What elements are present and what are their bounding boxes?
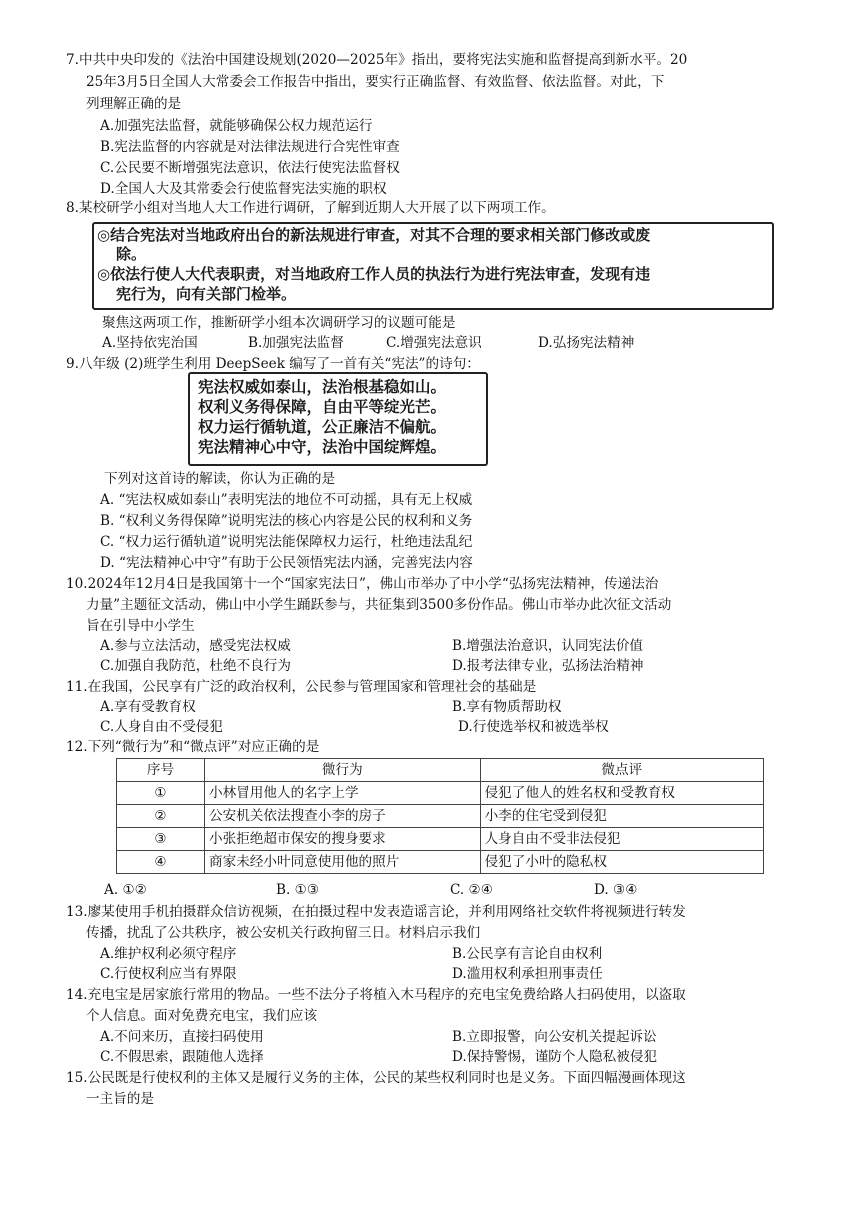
q12-table-header-row <box>117 759 764 782</box>
q14-stem-line-2: 个人信息。面对免费充电宝，我们应该 <box>86 1008 318 1024</box>
q11-option-d: D.行使选举权和被选举权 <box>458 719 609 735</box>
q12-row-4-comment: 侵犯了小叶的隐私权 <box>480 851 763 874</box>
q10-option-a: A.参与立法活动，感受宪法权威 <box>100 638 291 654</box>
q10-option-b: B.增强法治意识，认同宪法价值 <box>452 638 644 654</box>
q14-option-d: D.保持警惕，谨防个人隐私被侵犯 <box>452 1049 658 1065</box>
q11-option-c: C.人身自由不受侵犯 <box>100 719 223 735</box>
q9-poem-box <box>188 372 488 466</box>
q13-option-b: B.公民享有言论自由权利 <box>452 946 603 962</box>
q8-box-line-3: ◎依法行使人大代表职责，对当地政府工作人员的执法行为进行宪法审查，发现有违 <box>97 265 651 283</box>
q8-option-c: C.增强宪法意识 <box>386 335 482 351</box>
q9-stem: 9.八年级 (2)班学生利用 DeepSeek 编写了一首有关“宪法”的诗句： <box>66 356 480 372</box>
q11-option-a: A.享有受教育权 <box>100 699 196 715</box>
q12-row-4-index: ④ <box>117 851 205 874</box>
q15-stem-line-2: 一主旨的是 <box>86 1091 154 1107</box>
q7-stem-line-1: 7.中共中央印发的《法治中国建设规划(2020—2025年》指出，要将宪法实施和监督提高到新水平。20 <box>66 52 688 68</box>
q12-row-2-index: ② <box>117 805 205 828</box>
q12-header-comment: 微点评 <box>480 759 763 782</box>
q7-stem-line-2: 25年3月5日全国人大常委会工作报告中指出，要实行正确监督、有效监督、依法监督。对此，下 <box>86 74 665 90</box>
q12-row-2-comment: 小李的住宅受到侵犯 <box>480 805 763 828</box>
q12-header-index: 序号 <box>117 759 205 782</box>
q8-stem: 8.某校研学小组对当地人大工作进行调研，了解到近期人大开展了以下两项工作。 <box>66 200 555 216</box>
q12-row-2-behavior: 公安机关依法搜查小李的房子 <box>205 805 481 828</box>
q9-poem-line-3: 权力运行循轨道，公正廉洁不偏航。 <box>198 418 447 436</box>
q12-row-3-index: ③ <box>117 828 205 851</box>
q8-box-line-2: 除。 <box>116 245 147 263</box>
q9-poem-line-2: 权利义务得保障，自由平等绽光芒。 <box>198 398 447 416</box>
q7-option-a: A.加强宪法监督，就能够确保公权力规范运行 <box>100 118 373 134</box>
q12-option-c: C. ②④ <box>450 882 493 898</box>
q12-option-d: D. ③④ <box>594 882 638 898</box>
q12-header-behavior: 微行为 <box>205 759 481 782</box>
q8-box-line-1: ◎结合宪法对当地政府出台的新法规进行审查，对其不合理的要求相关部门修改或废 <box>97 226 651 244</box>
q9-option-b: B. “权利义务得保障”说明宪法的核心内容是公民的权利和义务 <box>100 513 473 529</box>
q12-row-3-behavior: 小张拒绝超市保安的搜身要求 <box>205 828 481 851</box>
q13-option-d: D.滥用权利承担刑事责任 <box>452 966 603 982</box>
q13-stem-line-1: 13.廖某使用手机拍摄群众信访视频，在拍摄过程中发表造谣言论，并利用网络社交软件将视频进行转发 <box>66 904 686 920</box>
q14-option-b: B.立即报警，向公安机关提起诉讼 <box>452 1029 657 1045</box>
q9-option-d: D. “宪法精神心中守”有助于公民领悟宪法内涵，完善宪法内容 <box>100 555 473 571</box>
q8-option-d: D.弘扬宪法精神 <box>538 335 635 351</box>
q7-stem-line-3: 列理解正确的是 <box>86 96 182 112</box>
q14-option-c: C.不假思索，跟随他人选择 <box>100 1049 264 1065</box>
q10-stem-line-1: 10.2024年12月4日是我国第十一个“国家宪法日”，佛山市举办了中小学“弘扬宪法精神，传递法治 <box>66 576 659 592</box>
q10-stem-line-3: 旨在引导中小学生 <box>86 618 195 634</box>
q12-option-b: B. ①③ <box>276 882 320 898</box>
q12-row-4-behavior: 商家未经小叶同意使用他的照片 <box>205 851 481 874</box>
q8-box-line-4: 宪行为，向有关部门检举。 <box>116 285 297 303</box>
q12-row-1-index: ① <box>117 782 205 805</box>
q12-row-3-comment: 人身自由不受非法侵犯 <box>480 828 763 851</box>
q9-poem-line-4: 宪法精神心中守，法治中国绽辉煌。 <box>198 438 447 456</box>
q11-option-b: B.享有物质帮助权 <box>452 699 562 715</box>
q15-stem-line-1: 15.公民既是行使权利的主体又是履行义务的主体，公民的某些权利同时也是义务。下面四幅漫画体现这 <box>66 1070 686 1086</box>
q12-row-1-behavior: 小林冒用他人的名字上学 <box>205 782 481 805</box>
q13-option-c: C.行使权利应当有界限 <box>100 966 237 982</box>
q13-stem-line-2: 传播，扰乱了公共秩序，被公安机关行政拘留三日。材料启示我们 <box>86 925 481 941</box>
table-row <box>117 805 764 828</box>
table-row <box>117 851 764 874</box>
table-row <box>117 782 764 805</box>
q7-option-d: D.全国人大及其常委会行使监督宪法实施的职权 <box>100 181 387 197</box>
q14-option-a: A.不问来历，直接扫码使用 <box>100 1029 264 1045</box>
q11-stem: 11.在我国，公民享有广泛的政治权利，公民参与管理国家和管理社会的基础是 <box>66 679 537 695</box>
q9-option-a: A. “宪法权威如泰山”表明宪法的地位不可动摇，具有无上权威 <box>100 492 473 508</box>
table-row <box>117 828 764 851</box>
q9-poem-line-1: 宪法权威如泰山，法治根基稳如山。 <box>198 378 447 396</box>
q7-option-b: B.宪法监督的内容就是对法律法规进行合宪性审查 <box>100 139 400 155</box>
q12-stem: 12.下列“微行为”和“微点评”对应正确的是 <box>66 739 320 755</box>
q10-stem-line-2: 力量”主题征文活动，佛山中小学生踊跃参与，共征集到3500多份作品。佛山市举办此次征文活动 <box>86 597 672 613</box>
q7-option-c: C.公民要不断增强宪法意识，依法行使宪法监督权 <box>100 160 400 176</box>
q10-option-c: C.加强自我防范，杜绝不良行为 <box>100 658 291 674</box>
q9-option-c: C. “权力运行循轨道”说明宪法能保障权力运行，杜绝违法乱纪 <box>100 534 473 550</box>
q13-option-a: A.维护权利必须守程序 <box>100 946 237 962</box>
q10-option-d: D.报考法律专业，弘扬法治精神 <box>452 658 644 674</box>
q8-option-b: B.加强宪法监督 <box>248 335 344 351</box>
q8-question: 聚焦这两项工作，推断研学小组本次调研学习的议题可能是 <box>102 315 456 331</box>
q9-question: 下列对这首诗的解读，你认为正确的是 <box>104 471 336 487</box>
q8-option-a: A.坚持依宪治国 <box>102 335 198 351</box>
q12-row-1-comment: 侵犯了他人的姓名权和受教育权 <box>480 782 763 805</box>
q12-option-a: A. ①② <box>104 882 147 898</box>
q8-material-box <box>92 222 774 310</box>
q14-stem-line-1: 14.充电宝是居家旅行常用的物品。一些不法分子将植入木马程序的充电宝免费给路人扫码使用，以盗取 <box>66 987 686 1003</box>
q12-table <box>116 758 764 874</box>
